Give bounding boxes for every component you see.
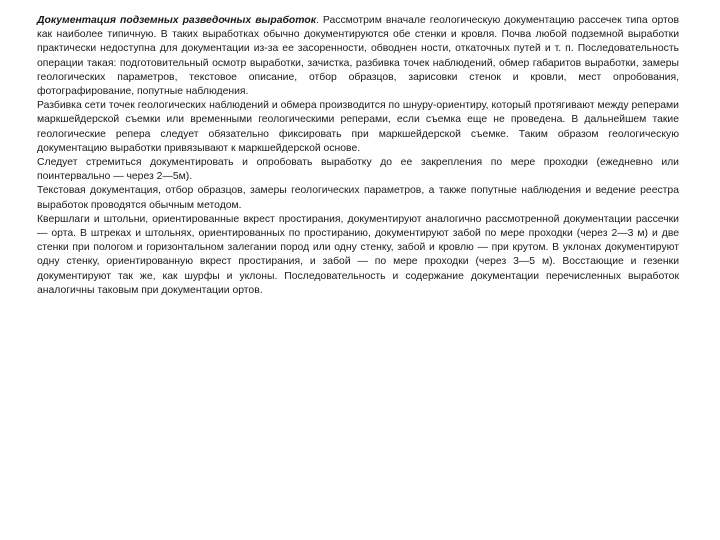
- paragraph-intro: [37, 14, 679, 99]
- paragraph-text-documentation: Текстовая документация, отбор образцов, замеры геологических параметров, а также попутные наблюдения и ведение реестра выработок проводятся обычным методом.: [37, 185, 679, 211]
- section-heading: Документация подземных разведочных выработок: [37, 15, 316, 26]
- paragraph-survey-grid: Разбивка сети точек геологических наблюдений и обмера производится по шнуру-ориентиру, который протягивают между реперами маркшейдерской съемки или временными геологическими реперами, если съемка еще не проведена. В дальнейшем такие геологические репера следует обязательно фиксировать при маркшейдерской съемке. Таким образом геологическую документацию выработки привязывают к маркшейдерской основе.: [37, 100, 679, 154]
- paragraph-crosscuts: Квершлаги и штольни, ориентированные вкрест простирания, документируют аналогично рассмотренной документации рассечки — орта. В штреках и штольнях, ориентированных по простиранию, документируют забой по мере проходки (через 2—3 м) и две стенки при пологом и горизонтальном залегании пород или одну стенку, забой и кровлю — при крутом. В уклонах документируют одну стенку, ориентированную вкрест простирания, и забой — по мере проходки (через 3—5 м). Восстающие и гезенки документируют так же, как шурфы и уклоны. Последовательность и содержание документации перечисленных выработок аналогичны таковым при документации ортов.: [37, 213, 679, 296]
- paragraph-text: . Рассмотрим вначале геологическую документацию рассечек типа ортов как наиболее типичную. В таких выработках обычно документируются обе стенки и кровля. Почва любой подземной выработки практически недоступна для документации из-за ее засоренности, обводнен ности, откаточных путей и т. п. Последовательность операции такая: подготовительный осмотр выработки, зачистка, разбивка точек наблюдений, обмер габаритов выработки, замеры геологических параметров, текстовое описание, отбор образцов, зарисовки стенок и кровли, мест опробования, фотографирование, попутные наблюдения.: [37, 15, 679, 98]
- paragraph-timing: Следует стремиться документировать и опробовать выработку до ее закрепления по мере проходки (ежедневно или поинтервально — через 2—5м).: [37, 157, 679, 183]
- document-page: [37, 14, 679, 298]
